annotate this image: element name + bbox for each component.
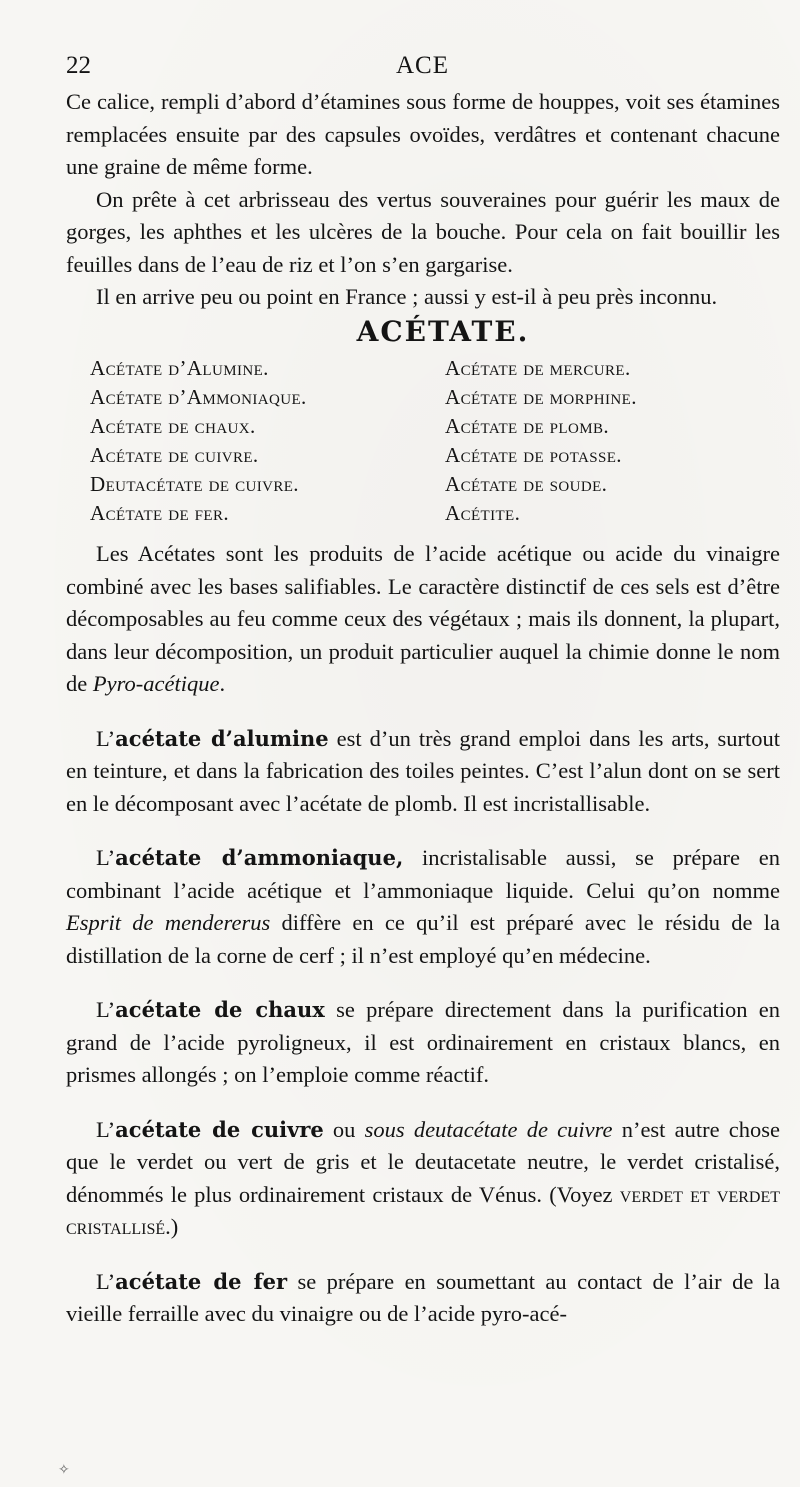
entry-body: se prépare en soumettant au contact de l’air de la vieille ferraille avec du vinaigre ou de l’acide pyro-acé- bbox=[66, 1268, 781, 1326]
entry-italic: Esprit de mendererus bbox=[66, 910, 271, 935]
compound-item: Acétate d’Alumine. bbox=[90, 356, 269, 380]
entry-body: incristalisable aussi, se prépare en combinant l’acide acétique et l’ammoniaque liquide. Celui qu’on nomme bbox=[66, 845, 780, 903]
running-head bbox=[66, 52, 746, 86]
entry-body: est d’un très grand emploi dans les arts, surtout en teinture, et dans la fabrication des toiles peintes. C’est l’alun dont on se sert en le décomposant avec l’acétate de plomb. Il est incristallisable. bbox=[66, 725, 781, 816]
entry-cross-reference: verdet et verdet cristallisé bbox=[66, 1181, 780, 1239]
body-text bbox=[66, 86, 780, 1331]
compound-item: Acétate de plomb. bbox=[445, 414, 610, 438]
entry-lead: L’ bbox=[96, 997, 116, 1022]
entry-term: acétate d’ammoniaque, bbox=[115, 845, 404, 870]
entry-cuivre bbox=[66, 1114, 780, 1244]
entry-chaux bbox=[66, 994, 780, 1092]
paragraph-intro-2: On prête à cet arbrisseau des vertus souveraines pour guérir les maux de gorges, les aphthes et les ulcères de la bouche. Pour cela on fait bouillir les feuilles dans de l’eau de riz et l’on s’en gargarise. bbox=[66, 186, 780, 277]
entry-ammoniaque bbox=[66, 842, 780, 972]
general-text-end: . bbox=[219, 671, 226, 696]
entry-term: acétate de chaux bbox=[115, 997, 325, 1022]
page-number: 22 bbox=[66, 52, 91, 79]
general-italic: Pyro-acétique bbox=[92, 671, 220, 696]
compound-item: Acétate de morphine. bbox=[445, 385, 637, 409]
entry-body: se prépare directement dans la purification en grand de l’acide pyroligneux, il est ordinairement en cristaux blancs, en prismes allongés ; on l’emploie comme réactif. bbox=[66, 997, 780, 1087]
entry-term: acétate de cuivre bbox=[115, 1116, 324, 1142]
entry-body: ou bbox=[323, 1116, 365, 1142]
paragraph-intro-1: Ce calice, rempli d’abord d’étamines sous forme de houppes, voit ses étamines remplacées ensuite par des capsules ovoïdes, verdâtres et contenant chacune une graine de même forme. bbox=[66, 89, 780, 179]
entry-alumine bbox=[66, 723, 780, 821]
entry-lead: L’ bbox=[96, 1116, 116, 1142]
running-title: ACE bbox=[396, 52, 449, 79]
general-text: Les Acétates sont les produits de l’acide acétique ou acide du vinaigre combiné avec les bases salifiables. Le caractère distinctif de ces sels est d’être décomposables au feu comme ceux des végétaux ; mais ils donnent, la plupart, dans leur décomposition, un produit particulier auquel la chimie donne le nom de bbox=[66, 541, 780, 696]
entry-body-end: diffère en ce qu’il est préparé avec le résidu de la distillation de la corne de cerf ; il n’est employé qu’en médecine. bbox=[66, 910, 780, 968]
entry-fer bbox=[66, 1266, 780, 1331]
compound-item: Acétate de potasse. bbox=[445, 443, 622, 467]
entry-body-mid: n’est autre chose que le verdet ou vert de gris et le deutacetate neutre, le verdet cristalisé, dénommés le plus ordinairement cristaux de Vénus. (Voyez bbox=[66, 1116, 781, 1207]
compound-item: Acétite. bbox=[445, 501, 521, 525]
paragraph-intro-3: Il en arrive peu ou point en France ; aussi y est-il à peu près inconnu. bbox=[96, 284, 718, 309]
entry-lead: L’ bbox=[96, 1268, 116, 1294]
entry-italic: sous deutacétate de cuivre bbox=[364, 1116, 613, 1142]
entry-term: acétate de fer bbox=[115, 1268, 288, 1294]
compound-item: Acétate d’Ammoniaque. bbox=[90, 385, 307, 409]
compound-item: Acétate de mercure. bbox=[445, 356, 631, 380]
paragraph-general bbox=[66, 538, 780, 701]
printer-mark-icon: ✧ bbox=[58, 1463, 70, 1478]
entry-lead: L’ bbox=[96, 845, 116, 870]
entry-lead: L’ bbox=[96, 725, 116, 751]
entry-body-end: .) bbox=[165, 1214, 179, 1239]
compound-item: Acétate de soude. bbox=[445, 472, 608, 496]
entry-term: acétate d’alumine bbox=[115, 725, 329, 751]
compound-item: Acétate de fer. bbox=[90, 501, 230, 525]
section-title: ACÉTATE. bbox=[356, 314, 530, 348]
compound-item: Acétate de cuivre. bbox=[90, 443, 259, 467]
compound-list bbox=[90, 354, 750, 528]
compound-item: Deutacétate de cuivre. bbox=[90, 472, 299, 496]
compound-item: Acétate de chaux. bbox=[90, 414, 256, 438]
